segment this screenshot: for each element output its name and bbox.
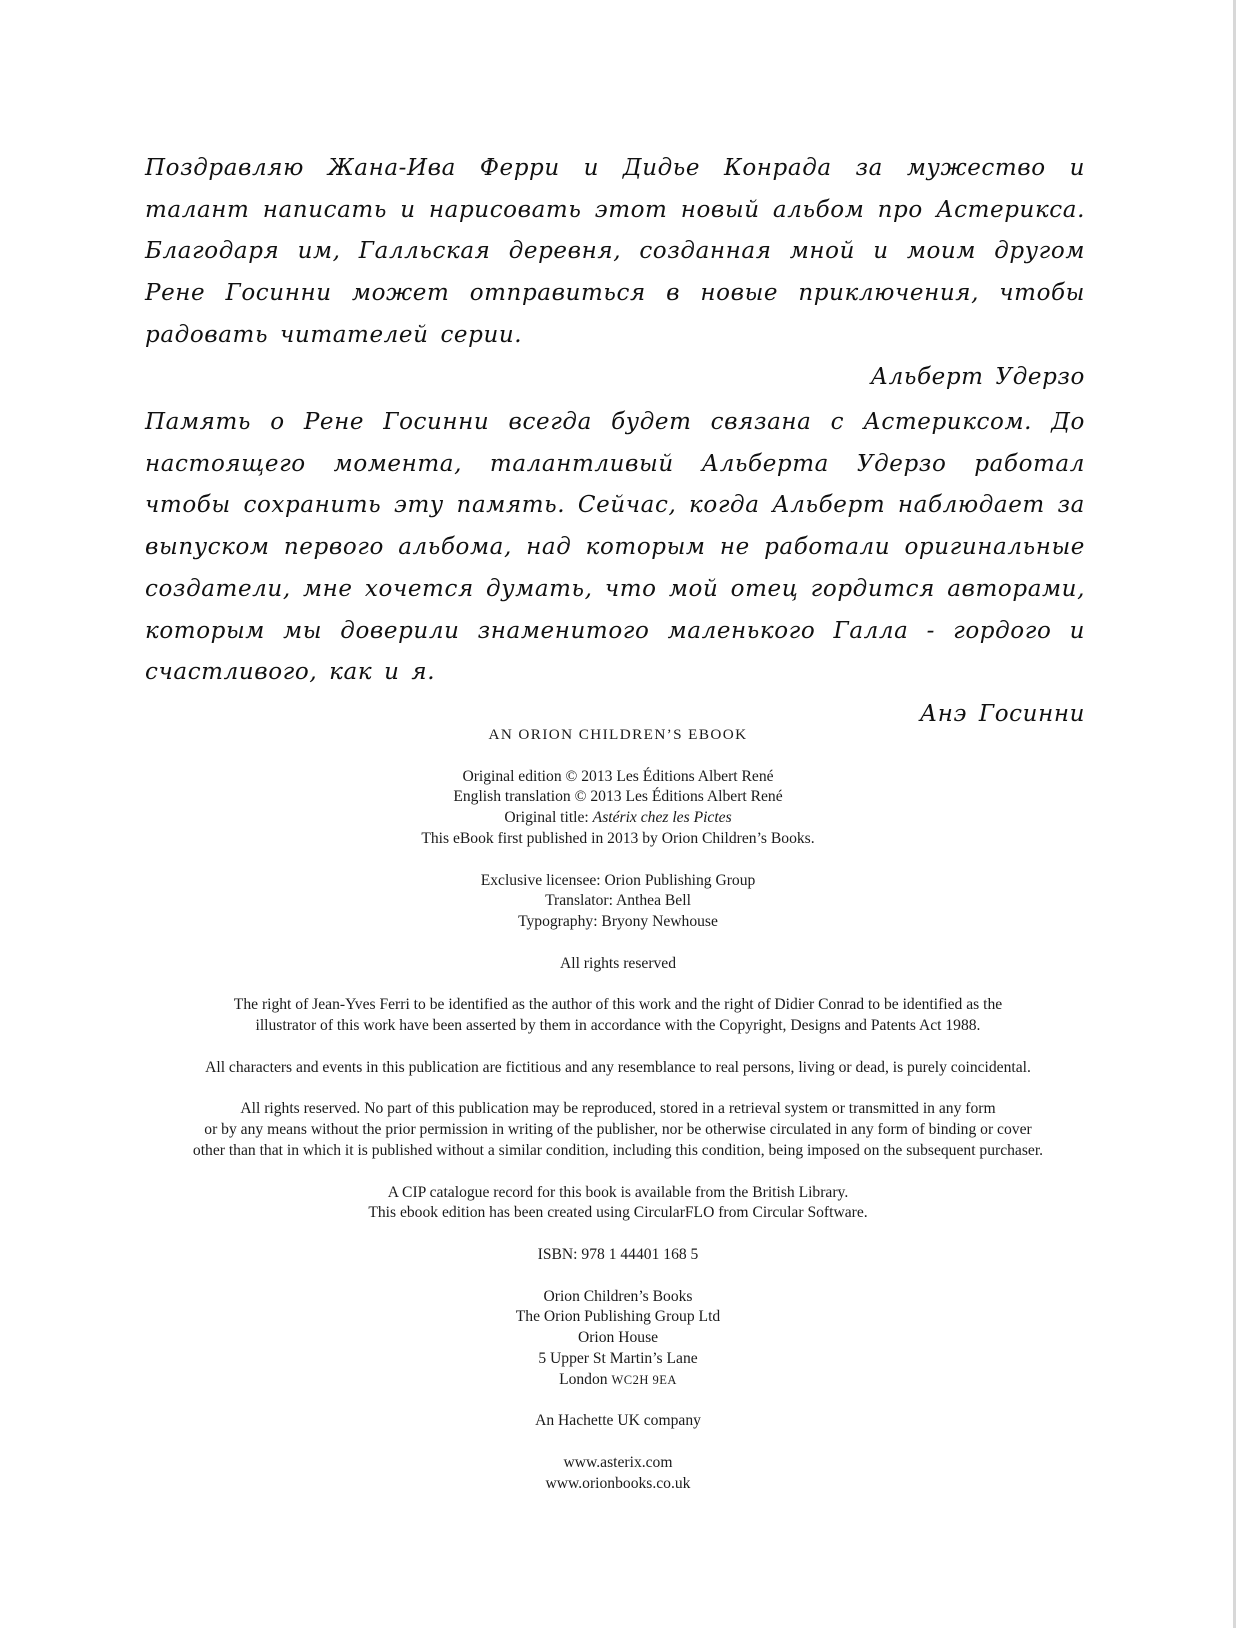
circularflo-note: This ebook edition has been created using CircularFLO from Circular Software. [368, 1204, 868, 1222]
dedication-goscinny [145, 402, 1085, 736]
dedication-goscinny-line-4: первого альбома, над которым не работали оригинальные создатели, мне [145, 534, 1086, 602]
fiction-notice: All characters and events in this publication are fictitious and any resemblance to real persons, living or dead, is purely coincidental. [205, 1058, 1031, 1076]
publisher-city: London [559, 1370, 612, 1388]
moral-rights-line-2: illustrator of this work have been asserted by them in accordance with the Copyright, Designs and Patents Act 1988. [255, 1017, 981, 1035]
signature-uderzo: Альберт Удерзо [870, 363, 1085, 390]
dedication-uderzo-line-2: написать и нарисовать этот новый альбом про Астерикса. Благодаря им, [145, 196, 1085, 265]
original-title [0, 808, 1236, 829]
original-title-label: Original title: [504, 809, 593, 827]
dedication-uderzo-line-4: отправиться в новые приключения, чтобы радовать читателей серии. [145, 280, 1086, 348]
website-asterix[interactable]: www.asterix.com [563, 1453, 673, 1471]
copyright-notice-line-3: other than that in which it is published without a similar condition, including this condition, being imposed on the subsequent purchaser. [192, 1141, 1044, 1159]
publisher-house: Orion House [577, 1329, 659, 1347]
ebook-heading: AN ORION CHILDREN’S EBOOK [488, 726, 748, 743]
colophon [0, 725, 1236, 1515]
dedication-goscinny-line-2: настоящего момента, талантливый Альберта Удерзо работал чтобы [145, 450, 1085, 519]
first-published: This eBook first published in 2013 by Orion Children’s Books. [421, 829, 815, 847]
copyright-notice [0, 1099, 1236, 1161]
copyright-notice-line-2: or by any means without the prior permission in writing of the publisher, nor be otherwise circulated in any form of binding or cover [204, 1121, 1032, 1139]
publisher-name: Orion Children’s Books [543, 1287, 693, 1305]
typography: Typography: Bryony Newhouse [518, 913, 718, 931]
copyright-notice-line-1: All rights reserved. No part of this publication may be reproduced, stored in a retrieval system or transmitted in any form [240, 1100, 996, 1118]
cip-info [0, 1183, 1236, 1225]
websites [0, 1453, 1236, 1495]
dedication-goscinny-line-5: хочется думать, что мой отец гордится авторами, которым мы доверили [145, 575, 1085, 644]
translator: Translator: Anthea Bell [545, 892, 691, 910]
hachette-company: An Hachette UK company [535, 1412, 701, 1430]
publisher-address [0, 1287, 1236, 1391]
website-orionbooks[interactable]: www.orionbooks.co.uk [545, 1474, 691, 1492]
dedication-goscinny-line-1: Память о Рене Госинни всегда будет связана с Астериксом. До [145, 409, 1085, 435]
dedication-goscinny-line-6: знаменитого маленького Галла - гордого и счастливого, как и я. [145, 617, 1085, 686]
dedication-goscinny-line-3: сохранить эту память. Сейчас, когда Альберт наблюдает за выпуском [145, 492, 1085, 561]
edition-info [0, 767, 1236, 850]
publisher-street: 5 Upper St Martin’s Lane [538, 1349, 698, 1367]
moral-rights [0, 995, 1236, 1037]
publisher-city-line [0, 1370, 1236, 1391]
dedication-uderzo-line-3: Галльская деревня, созданная мной и моим другом Рене Госинни может [145, 238, 1086, 307]
signature-goscinny: Анэ Госинни [919, 700, 1085, 727]
credits [0, 871, 1236, 933]
rights-reserved: All rights reserved [559, 954, 677, 972]
moral-rights-line-1: The right of Jean-Yves Ferri to be identified as the author of this work and the right of Didier Conrad to be identified as the [233, 996, 1003, 1014]
publisher-postcode: WC2H 9EA [611, 1372, 677, 1387]
original-title-value: Astérix chez les Pictes [592, 809, 732, 827]
dedication-uderzo [145, 148, 1085, 398]
original-edition: Original edition © 2013 Les Éditions Albert René [462, 767, 774, 785]
isbn: ISBN: 978 1 44401 168 5 [537, 1245, 699, 1263]
cip-record: A CIP catalogue record for this book is available from the British Library. [387, 1183, 849, 1201]
english-translation: English translation © 2013 Les Éditions Albert René [453, 788, 783, 806]
licensee: Exclusive licensee: Orion Publishing Group [480, 871, 756, 889]
publisher-group: The Orion Publishing Group Ltd [515, 1308, 721, 1326]
dedication-uderzo-line-1: Поздравляю Жана-Ива Ферри и Дидье Конрада за мужество и талант [145, 155, 1085, 223]
